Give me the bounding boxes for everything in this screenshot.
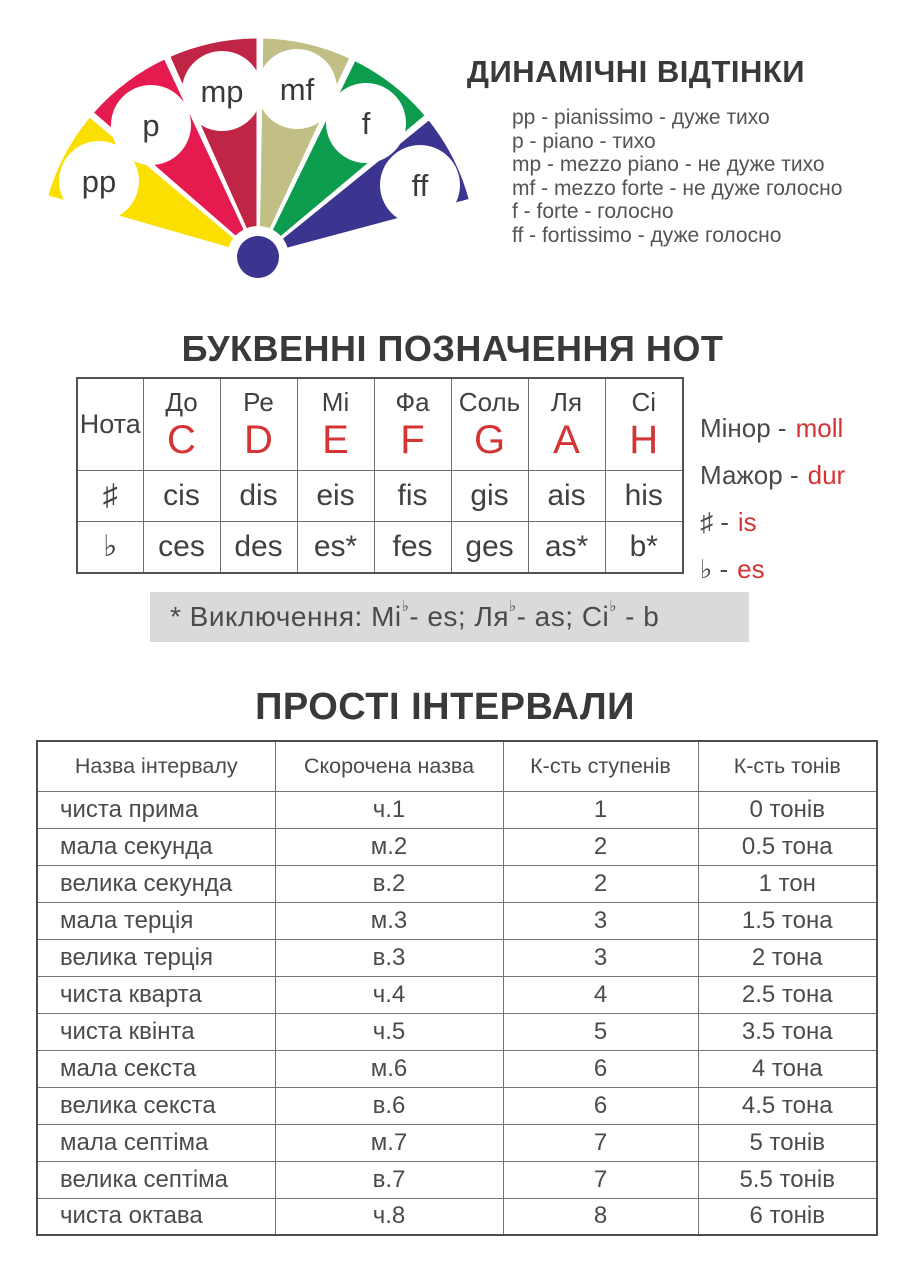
fan-label-pp: pp: [81, 164, 117, 199]
exception-note-si: Сі: [581, 601, 610, 632]
legend-value: es: [737, 554, 765, 584]
flat-cell: des: [220, 521, 297, 573]
flat-cell: as*: [528, 521, 605, 573]
sharp-cell: dis: [220, 470, 297, 521]
interval-short: ч.4: [275, 976, 503, 1013]
dynamics-line-ff: ff - fortissimo - дуже голосно: [512, 223, 782, 247]
dynamics-line-f: f - forte - голосно: [512, 200, 674, 223]
fan-label-p: p: [142, 108, 160, 143]
legend-label: Мажор -: [700, 460, 799, 490]
note-name: Сі: [631, 387, 657, 418]
interval-tones: 5 тонів: [698, 1124, 877, 1161]
interval-row: [37, 1050, 877, 1087]
dynamics-legend-list: [512, 106, 842, 247]
exception-eq: - as;: [516, 601, 582, 632]
interval-name: чиста прима: [37, 791, 275, 828]
interval-steps: 7: [503, 1124, 698, 1161]
interval-steps: 6: [503, 1050, 698, 1087]
interval-name: мала терція: [37, 902, 275, 939]
col-header-tones: К-сть тонів: [698, 741, 877, 791]
interval-short: в.3: [275, 939, 503, 976]
interval-name: мала секунда: [37, 828, 275, 865]
note-letters-table: [76, 377, 684, 574]
interval-short: ч.5: [275, 1013, 503, 1050]
interval-tones: 1.5 тона: [698, 902, 877, 939]
interval-name: чиста октава: [37, 1198, 275, 1235]
flat-cell: ges: [451, 521, 528, 573]
interval-tones: 0.5 тона: [698, 828, 877, 865]
interval-tones: 1 тон: [698, 865, 877, 902]
interval-steps: 7: [503, 1161, 698, 1198]
sharp-cell: his: [605, 470, 683, 521]
interval-row: [37, 902, 877, 939]
interval-name: мала секста: [37, 1050, 275, 1087]
interval-name: чиста квінта: [37, 1013, 275, 1050]
legend-flat: [700, 548, 845, 595]
intervals-section-title: ПРОСТІ ІНТЕРВАЛИ: [255, 686, 635, 728]
interval-tones: 6 тонів: [698, 1198, 877, 1235]
notes-header-row: [77, 378, 683, 470]
note-col-sol: [451, 378, 528, 470]
exception-prefix: * Виключення:: [170, 601, 372, 632]
col-header-name: Назва інтервалу: [37, 741, 275, 791]
fan-pivot-knob: [237, 236, 279, 278]
notes-row-header: Нота: [77, 378, 143, 470]
legend-sharp: [700, 501, 845, 548]
interval-tones: 3.5 тона: [698, 1013, 877, 1050]
note-name: Мі: [321, 387, 350, 418]
dynamics-line-mp: mp - mezzo piano - не дуже тихо: [512, 153, 825, 176]
legend-value: dur: [807, 460, 846, 490]
interval-row: [37, 1013, 877, 1050]
interval-tones: 5.5 тонів: [698, 1161, 877, 1198]
interval-row: [37, 1198, 877, 1235]
note-letter: C: [167, 418, 196, 463]
legend-label: Мінор -: [700, 413, 787, 443]
legend-minor: [700, 407, 845, 454]
note-name: До: [165, 387, 198, 418]
note-col-la: [528, 378, 605, 470]
interval-short: ч.8: [275, 1198, 503, 1235]
col-header-short: Скорочена назва: [275, 741, 503, 791]
note-name: Фа: [395, 387, 430, 418]
sharp-cell: fis: [374, 470, 451, 521]
interval-steps: 2: [503, 865, 698, 902]
exception-eq: - es;: [409, 601, 475, 632]
interval-tones: 0 тонів: [698, 791, 877, 828]
legend-value: is: [737, 507, 757, 537]
legend-value: moll: [795, 413, 844, 443]
interval-tones: 4.5 тона: [698, 1087, 877, 1124]
note-name: Ля: [550, 387, 583, 418]
interval-tones: 2.5 тона: [698, 976, 877, 1013]
interval-steps: 8: [503, 1198, 698, 1235]
sharp-row: [77, 470, 683, 521]
interval-row: [37, 1161, 877, 1198]
interval-row: [37, 939, 877, 976]
flat-cell: es*: [297, 521, 374, 573]
interval-steps: 1: [503, 791, 698, 828]
interval-short: в.7: [275, 1161, 503, 1198]
interval-name: мала септіма: [37, 1124, 275, 1161]
interval-row: [37, 828, 877, 865]
interval-steps: 3: [503, 939, 698, 976]
sharp-cell: gis: [451, 470, 528, 521]
exception-note-lya: Ля: [474, 601, 509, 632]
fan-label-f: f: [361, 106, 371, 141]
interval-steps: 5: [503, 1013, 698, 1050]
interval-short: м.3: [275, 902, 503, 939]
dynamics-fan-diagram: [15, 25, 485, 290]
note-letter: F: [400, 418, 425, 463]
flat-row: [77, 521, 683, 573]
interval-steps: 3: [503, 902, 698, 939]
interval-row: [37, 1124, 877, 1161]
fan-label-mp: mp: [200, 74, 244, 109]
flat-cell: b*: [605, 521, 683, 573]
interval-name: чиста кварта: [37, 976, 275, 1013]
note-col-do: [143, 378, 220, 470]
dynamics-line-mf: mf - mezzo forte - не дуже голосно: [512, 176, 843, 200]
flat-icon: ♭ -: [700, 554, 729, 584]
note-letter: E: [322, 418, 349, 463]
interval-row: [37, 865, 877, 902]
flat-icon: ♭: [77, 521, 143, 573]
note-letter: G: [473, 418, 506, 463]
interval-tones: 2 тона: [698, 939, 877, 976]
note-col-mi: [297, 378, 374, 470]
interval-short: в.6: [275, 1087, 503, 1124]
fan-label-mf: mf: [279, 72, 315, 107]
note-letter: H: [629, 418, 659, 463]
flat-cell: fes: [374, 521, 451, 573]
interval-short: м.2: [275, 828, 503, 865]
note-col-fa: [374, 378, 451, 470]
sharp-cell: eis: [297, 470, 374, 521]
flat-cell: ces: [143, 521, 220, 573]
interval-steps: 4: [503, 976, 698, 1013]
mode-legend: [700, 407, 845, 595]
notes-section-title: БУКВЕННІ ПОЗНАЧЕННЯ НОТ: [181, 328, 724, 369]
intervals-header-row: [37, 741, 877, 791]
interval-name: велика секунда: [37, 865, 275, 902]
col-header-steps: К-сть ступенів: [503, 741, 698, 791]
legend-major: [700, 454, 845, 501]
dynamics-title: ДИНАМІЧНІ ВІДТІНКИ: [466, 54, 806, 89]
interval-short: м.7: [275, 1124, 503, 1161]
interval-row: [37, 791, 877, 828]
interval-name: велика терція: [37, 939, 275, 976]
dynamics-line-p: p - piano - тихо: [512, 129, 656, 153]
note-letter: D: [244, 418, 273, 463]
note-name: Соль: [458, 387, 521, 418]
interval-short: м.6: [275, 1050, 503, 1087]
interval-row: [37, 1087, 877, 1124]
interval-short: в.2: [275, 865, 503, 902]
sharp-icon: ♯: [77, 470, 143, 521]
exception-note-mi: Мі: [371, 601, 402, 632]
sharp-icon: ♯ -: [700, 507, 729, 537]
sharp-cell: ais: [528, 470, 605, 521]
intervals-table: [36, 740, 878, 1236]
sharp-cell: cis: [143, 470, 220, 521]
fan-label-ff: ff: [411, 168, 429, 203]
interval-name: велика секста: [37, 1087, 275, 1124]
interval-row: [37, 976, 877, 1013]
note-letter: A: [553, 418, 580, 463]
interval-tones: 4 тона: [698, 1050, 877, 1087]
note-col-re: [220, 378, 297, 470]
interval-steps: 2: [503, 828, 698, 865]
interval-short: ч.1: [275, 791, 503, 828]
exception-note: * Виключення: Мі ♭ - es; Ля ♭ - as; Сі ♭ - b: [150, 592, 749, 642]
exception-eq: - b: [616, 601, 660, 632]
note-name: Ре: [243, 387, 274, 418]
dynamics-line-pp: pp - pianissimo - дуже тихо: [512, 106, 770, 129]
note-col-si: [605, 378, 683, 470]
interval-name: велика септіма: [37, 1161, 275, 1198]
interval-steps: 6: [503, 1087, 698, 1124]
